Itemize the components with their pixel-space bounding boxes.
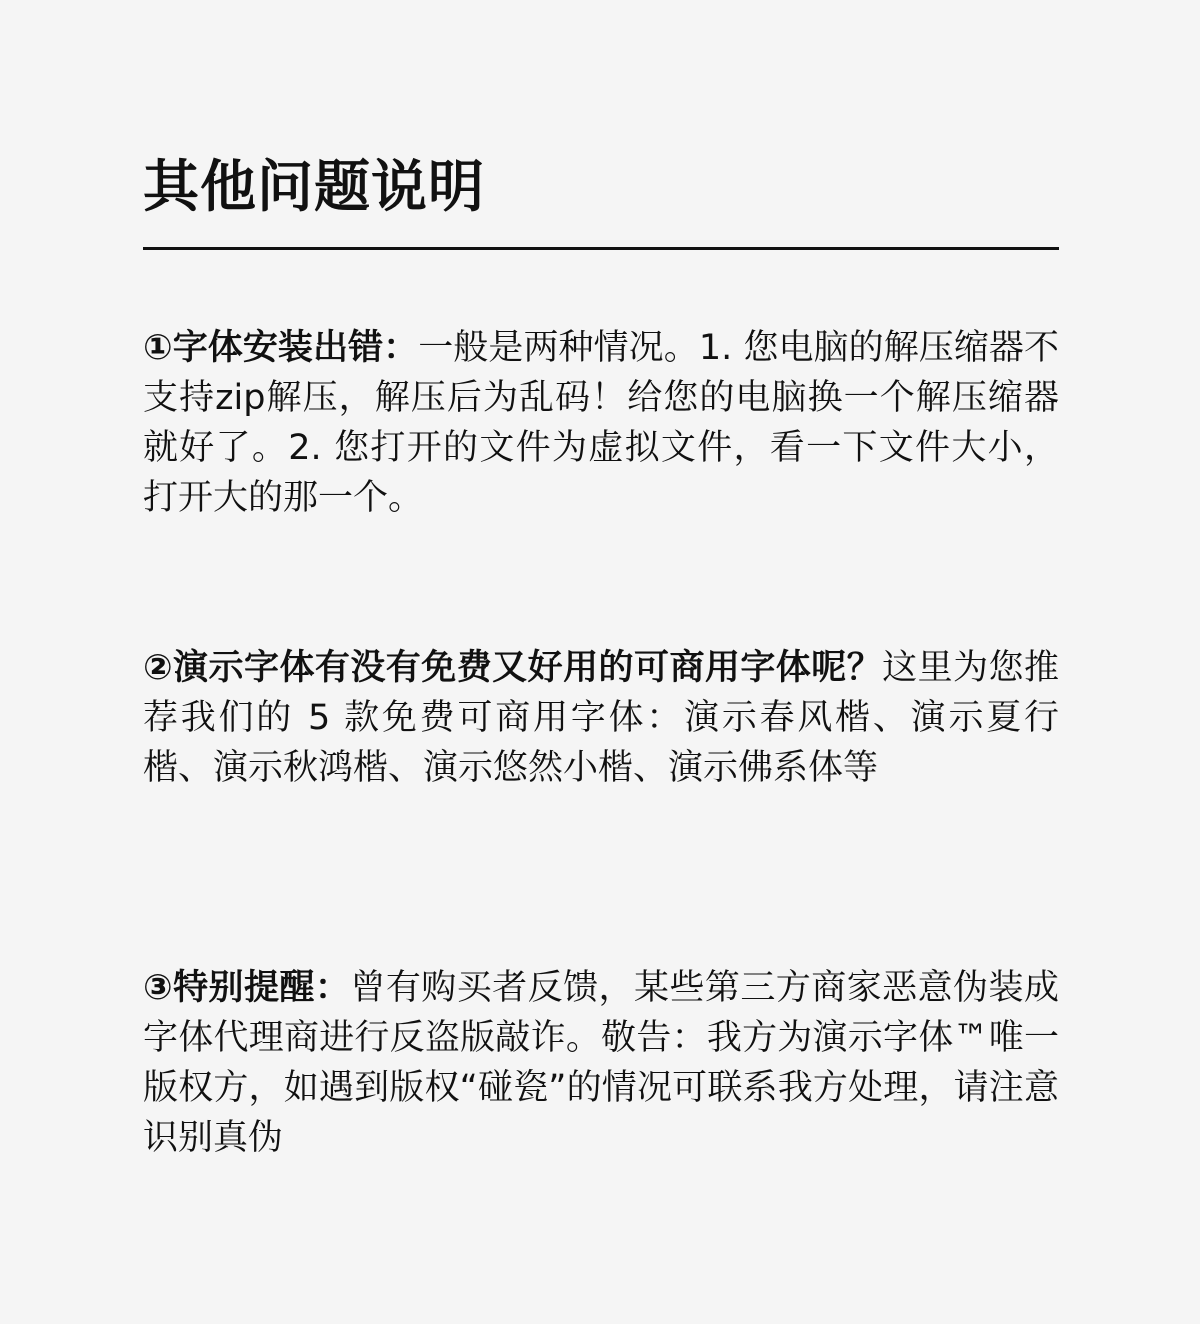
page-title: 其他问题说明 — [143, 155, 485, 220]
note-item-label: ③特别提醒： — [143, 968, 351, 1008]
note-item-text: 这里为您推荐我们的 5 款免费可商用字体：演示春风楷、演示夏行楷、演示秋鸿楷、演示悠然小楷、演示佛系体等 — [143, 648, 1059, 788]
note-item-special-reminder — [143, 963, 1059, 1163]
note-item-text: 曾有购买者反馈，某些第三方商家恶意伪装成字体代理商进行反盗版敲诈。敬告：我方为演示字体™唯一版权方，如遇到版权“碰瓷”的情况可联系我方处理，请注意识别真伪 — [143, 968, 1059, 1158]
note-item-label: ①字体安装出错： — [143, 328, 419, 368]
note-item-text: 一般是两种情况。1. 您电脑的解压缩器不支持zip解压，解压后为乱码！给您的电脑换一个解压缩器就好了。2. 您打开的文件为虚拟文件，看一下文件大小，打开大的那一个。 — [143, 328, 1059, 518]
note-item-free-fonts — [143, 643, 1059, 793]
title-divider — [143, 247, 1059, 250]
note-item-install-error — [143, 323, 1059, 523]
note-item-label: ②演示字体有没有免费又好用的可商用字体呢？ — [143, 648, 883, 688]
